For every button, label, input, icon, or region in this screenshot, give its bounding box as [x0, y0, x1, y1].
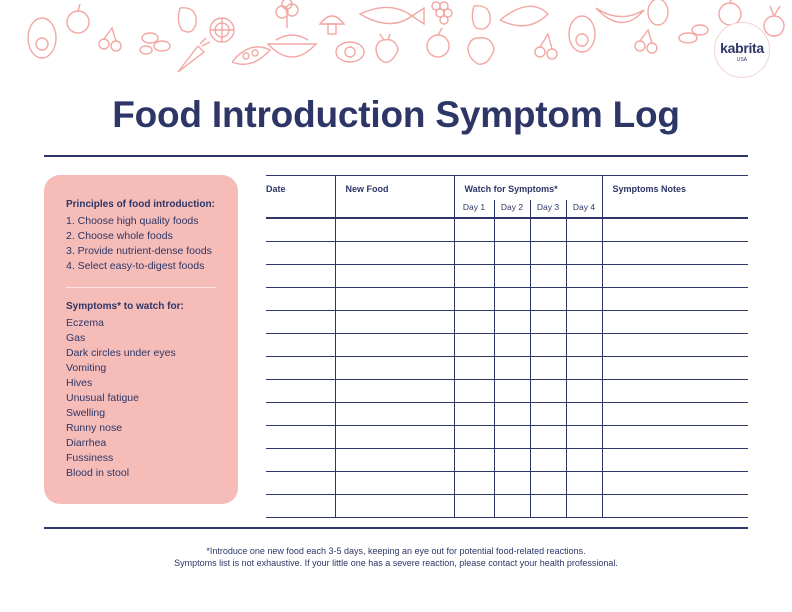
logo-brand: kabrita — [720, 40, 764, 56]
cell-day-3[interactable] — [530, 265, 566, 288]
cell-day-4[interactable] — [566, 334, 602, 357]
table-row — [266, 334, 748, 357]
cell-notes[interactable] — [602, 265, 748, 288]
pepper-icon-2 — [472, 6, 490, 29]
cell-new-food[interactable] — [335, 242, 454, 265]
cell-day-4[interactable] — [566, 242, 602, 265]
logo-region: USA — [736, 57, 748, 63]
cell-date[interactable] — [266, 426, 335, 449]
cell-day-1[interactable] — [454, 357, 494, 380]
cell-new-food[interactable] — [335, 311, 454, 334]
fish-icon — [360, 7, 424, 24]
carrot-icon — [178, 38, 210, 72]
symptom-item: Hives — [66, 377, 93, 389]
strawberry-icon-2 — [468, 38, 494, 64]
symptoms-heading: Symptoms* to watch for: — [66, 301, 184, 312]
cell-day-2[interactable] — [494, 472, 530, 495]
cell-date[interactable] — [266, 403, 335, 426]
bowl-icon — [268, 35, 316, 57]
cell-day-2[interactable] — [494, 449, 530, 472]
column-header-date: Date — [266, 176, 335, 219]
cell-day-1[interactable] — [454, 311, 494, 334]
cell-day-1[interactable] — [454, 472, 494, 495]
cell-new-food[interactable] — [335, 218, 454, 242]
table-header-row — [266, 176, 748, 201]
cell-day-1[interactable] — [454, 265, 494, 288]
symptom-item: Diarrhea — [66, 437, 107, 449]
cell-day-4[interactable] — [566, 265, 602, 288]
table-row — [266, 472, 748, 495]
cell-day-4[interactable] — [566, 472, 602, 495]
cell-day-2[interactable] — [494, 495, 530, 518]
cell-day-3[interactable] — [530, 288, 566, 311]
cell-day-3[interactable] — [530, 403, 566, 426]
symptom-item: Blood in stool — [66, 467, 130, 479]
cell-new-food[interactable] — [335, 265, 454, 288]
mushroom-icon — [320, 16, 344, 34]
column-header-day-3: Day 3 — [530, 200, 566, 218]
cell-notes[interactable] — [602, 495, 748, 518]
cell-date[interactable] — [266, 218, 335, 242]
cell-new-food[interactable] — [335, 357, 454, 380]
cell-day-2[interactable] — [494, 265, 530, 288]
apple-icon-2 — [427, 28, 449, 57]
table-body — [266, 218, 748, 518]
table-row — [266, 380, 748, 403]
cell-new-food[interactable] — [335, 495, 454, 518]
column-header-new-food: New Food — [335, 176, 454, 219]
info-panel — [44, 175, 238, 504]
symptom-item: Runny nose — [66, 422, 123, 434]
symptom-item: Unusual fatigue — [66, 392, 139, 404]
top-divider — [44, 155, 748, 157]
cell-day-4[interactable] — [566, 403, 602, 426]
cell-day-1[interactable] — [454, 334, 494, 357]
cell-day-4[interactable] — [566, 357, 602, 380]
panel-divider — [66, 287, 216, 288]
cell-day-2[interactable] — [494, 288, 530, 311]
symptom-item: Vomiting — [66, 362, 107, 374]
avocado-icon-2 — [569, 16, 595, 52]
column-header-watch-for-symptoms: Watch for Symptoms* — [454, 176, 602, 201]
table-row — [266, 311, 748, 334]
cell-day-1[interactable] — [454, 495, 494, 518]
cell-date[interactable] — [266, 242, 335, 265]
cell-date[interactable] — [266, 334, 335, 357]
cell-day-2[interactable] — [494, 334, 530, 357]
symptom-item: Dark circles under eyes — [66, 347, 176, 359]
principle-item: 3. Provide nutrient-dense foods — [66, 245, 212, 257]
symptom-item: Swelling — [66, 407, 106, 419]
egg-icon — [648, 0, 668, 25]
cell-date[interactable] — [266, 357, 335, 380]
table-row — [266, 265, 748, 288]
cherries-icon-2 — [535, 34, 557, 59]
cell-day-3[interactable] — [530, 380, 566, 403]
cell-day-3[interactable] — [530, 426, 566, 449]
cell-notes[interactable] — [602, 311, 748, 334]
cell-new-food[interactable] — [335, 449, 454, 472]
cell-notes[interactable] — [602, 403, 748, 426]
table-row — [266, 426, 748, 449]
table-row — [266, 449, 748, 472]
cell-day-3[interactable] — [530, 334, 566, 357]
avocado-icon — [28, 18, 56, 58]
cell-day-4[interactable] — [566, 311, 602, 334]
cell-new-food[interactable] — [335, 472, 454, 495]
kabrita-logo — [714, 22, 770, 78]
cell-day-3[interactable] — [530, 472, 566, 495]
column-header-symptoms-notes: Symptoms Notes — [602, 176, 748, 219]
cell-day-2[interactable] — [494, 426, 530, 449]
footnote-line-2: Symptoms list is not exhaustive. If your little one has a severe reaction, please contact your health professional. — [174, 558, 618, 568]
cell-date[interactable] — [266, 265, 335, 288]
table-row — [266, 357, 748, 380]
cell-date[interactable] — [266, 495, 335, 518]
cell-day-4[interactable] — [566, 218, 602, 242]
principle-item: 1. Choose high quality foods — [66, 215, 199, 227]
principle-item: 4. Select easy-to-digest foods — [66, 260, 205, 272]
cell-notes[interactable] — [602, 334, 748, 357]
grapes-icon — [432, 2, 452, 24]
table-row — [266, 288, 748, 311]
cell-day-2[interactable] — [494, 311, 530, 334]
symptom-item: Gas — [66, 332, 86, 344]
nuts-icon — [140, 33, 170, 54]
cell-new-food[interactable] — [335, 403, 454, 426]
cell-day-1[interactable] — [454, 380, 494, 403]
symptom-item: Fussiness — [66, 452, 114, 464]
apple-icon — [67, 4, 89, 33]
cell-date[interactable] — [266, 288, 335, 311]
cell-new-food[interactable] — [335, 288, 454, 311]
cell-day-2[interactable] — [494, 218, 530, 242]
cherries-icon-3 — [635, 30, 657, 53]
symptom-log-table — [266, 175, 748, 518]
cell-notes[interactable] — [602, 242, 748, 265]
cell-day-1[interactable] — [454, 218, 494, 242]
cell-day-1[interactable] — [454, 242, 494, 265]
table-row — [266, 242, 748, 265]
cell-date[interactable] — [266, 472, 335, 495]
cell-day-4[interactable] — [566, 495, 602, 518]
strawberry-icon — [376, 34, 398, 62]
cell-day-4[interactable] — [566, 380, 602, 403]
cell-notes[interactable] — [602, 426, 748, 449]
cell-day-2[interactable] — [494, 242, 530, 265]
cell-day-2[interactable] — [494, 380, 530, 403]
cell-day-4[interactable] — [566, 288, 602, 311]
column-header-day-1: Day 1 — [454, 200, 494, 218]
table-row — [266, 495, 748, 518]
cell-day-2[interactable] — [494, 357, 530, 380]
food-illustration-banner — [0, 0, 792, 80]
pepper-icon — [178, 8, 196, 32]
lemon-icon — [336, 42, 364, 62]
principle-item: 2. Choose whole foods — [66, 230, 173, 242]
cell-date[interactable] — [266, 449, 335, 472]
cell-day-3[interactable] — [530, 495, 566, 518]
cell-day-1[interactable] — [454, 449, 494, 472]
column-header-day-4: Day 4 — [566, 200, 602, 218]
cell-day-3[interactable] — [530, 242, 566, 265]
cell-day-1[interactable] — [454, 288, 494, 311]
cherries-icon — [99, 28, 121, 51]
cell-notes[interactable] — [602, 288, 748, 311]
cell-day-3[interactable] — [530, 449, 566, 472]
cell-day-1[interactable] — [454, 403, 494, 426]
cell-new-food[interactable] — [335, 426, 454, 449]
radish-icon — [764, 6, 784, 36]
cell-new-food[interactable] — [335, 380, 454, 403]
cell-date[interactable] — [266, 311, 335, 334]
cell-notes[interactable] — [602, 380, 748, 403]
principles-heading: Principles of food introduction: — [66, 199, 215, 210]
cell-day-3[interactable] — [530, 357, 566, 380]
cell-date[interactable] — [266, 380, 335, 403]
nuts-icon-2 — [679, 25, 708, 43]
table-row — [266, 403, 748, 426]
column-header-day-2: Day 2 — [494, 200, 530, 218]
cell-day-4[interactable] — [566, 449, 602, 472]
cell-day-1[interactable] — [454, 426, 494, 449]
cell-notes[interactable] — [602, 449, 748, 472]
bottom-divider — [44, 527, 748, 529]
footnote — [0, 545, 792, 569]
cell-day-3[interactable] — [530, 311, 566, 334]
cell-notes[interactable] — [602, 472, 748, 495]
cell-notes[interactable] — [602, 357, 748, 380]
broccoli-icon — [276, 0, 298, 28]
symptom-item: Eczema — [66, 317, 104, 329]
footnote-line-1: *Introduce one new food each 3-5 days, keeping an eye out for potential food-related reactions. — [206, 546, 586, 556]
page-title: Food Introduction Symptom Log — [112, 94, 680, 135]
cell-notes[interactable] — [602, 218, 748, 242]
orange-icon — [210, 18, 234, 42]
melon-icon — [500, 6, 548, 25]
banana-icon — [596, 8, 644, 23]
cell-new-food[interactable] — [335, 334, 454, 357]
table-row — [266, 218, 748, 242]
cell-day-4[interactable] — [566, 426, 602, 449]
pea-pod-icon — [232, 47, 270, 64]
cell-day-2[interactable] — [494, 403, 530, 426]
cell-day-3[interactable] — [530, 218, 566, 242]
